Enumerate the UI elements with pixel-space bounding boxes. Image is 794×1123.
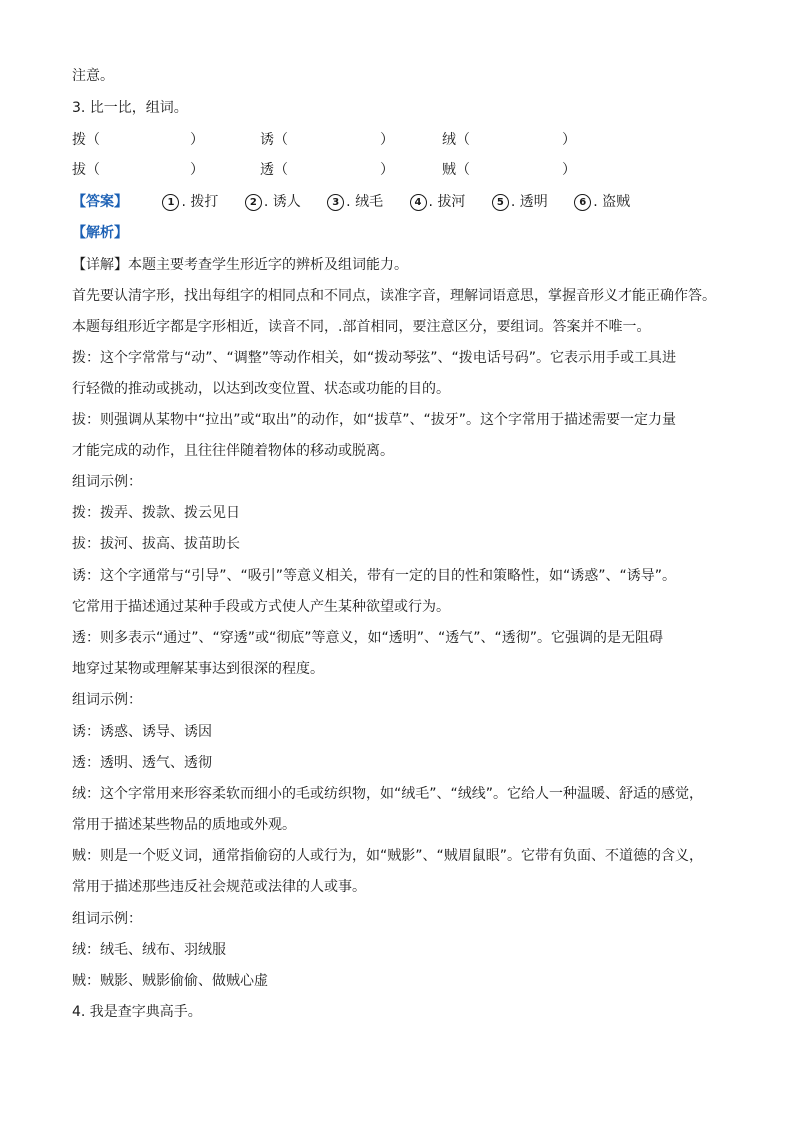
answer-item: 1 . 拨打 bbox=[162, 192, 218, 212]
detail-text: 本题主要考查学生形近字的辨析及组词能力。 bbox=[128, 257, 408, 273]
text-line: 常用于描述某些物品的质地或外观。 bbox=[72, 817, 296, 833]
compare-char: 拔（ bbox=[72, 162, 100, 178]
circled-number: 2 bbox=[245, 194, 262, 211]
compare-char: 绒（ bbox=[442, 132, 470, 148]
circled-number: 3 bbox=[327, 194, 344, 211]
compare-close: ） bbox=[380, 132, 394, 148]
circled-number: 6 bbox=[574, 194, 591, 211]
compare-close: ） bbox=[380, 162, 394, 178]
answer-item: 6 . 盗贼 bbox=[574, 192, 630, 212]
text-line: 它常用于描述通过某种手段或方式使人产生某种欲望或行为。 bbox=[72, 599, 450, 615]
compare-char: 拨（ bbox=[72, 132, 100, 148]
text-line: 诱：诱惑、诱导、诱因 bbox=[72, 724, 212, 740]
text-line: 绒：绒毛、绒布、羽绒服 bbox=[72, 942, 226, 958]
text-line: 首先要认清字形，找出每组字的相同点和不同点，读准字音，理解词语意思，掌握音形义才能正确作答。 bbox=[72, 288, 716, 304]
text-line: 透：透明、透气、透彻 bbox=[72, 755, 212, 771]
compare-close: ） bbox=[190, 132, 204, 148]
text-line: 本题每组形近字都是字形相近，读音不同，.部首相同，要注意区分，要组词。答案并不唯一。 bbox=[72, 319, 651, 335]
text-line: 拨：拨弄、拨款、拨云见日 bbox=[72, 505, 240, 521]
answer-item: 3 . 绒毛 bbox=[327, 192, 383, 212]
text-line: 组词示例： bbox=[72, 474, 142, 490]
analysis-tag: 【解析】 bbox=[72, 225, 128, 241]
compare-char: 诱（ bbox=[260, 132, 288, 148]
text-line: 才能完成的动作，且往往伴随着物体的移动或脱离。 bbox=[72, 443, 394, 459]
answer-word: 绒毛 bbox=[355, 194, 384, 210]
text-line: 常用于描述那些违反社会规范或法律的人或事。 bbox=[72, 879, 366, 895]
answer-word: 诱人 bbox=[272, 194, 301, 210]
compare-close: ） bbox=[562, 132, 576, 148]
text-line: 拔：拔河、拔高、拔苗助长 bbox=[72, 536, 240, 552]
text-line: 组词示例： bbox=[72, 911, 142, 927]
text-line: 绒：这个字常用来形容柔软而细小的毛或纺织物，如“绒毛”、“绒线”。它给人一种温暖、舒适的感觉， bbox=[72, 786, 704, 802]
circled-number: 4 bbox=[410, 194, 427, 211]
answer-item: 2 . 诱人 bbox=[245, 192, 301, 212]
text-line: 诱：这个字通常与“引导”、“吸引”等意义相关，带有一定的目的性和策略性，如“诱惑”、“诱导”。 bbox=[72, 568, 677, 584]
answer-word: 拔河 bbox=[437, 194, 466, 210]
text-line: 贼：贼影、贼影偷偷、做贼心虚 bbox=[72, 973, 268, 989]
text-line: 拨：这个字常常与“动”、“调整”等动作相关，如“拨动琴弦”、“拨电话号码”。它表示用手或工具进 bbox=[72, 350, 677, 366]
text-line: 注意。 bbox=[72, 68, 114, 84]
text-line: 拔：则强调从某物中“拉出”或“取出”的动作，如“拔草”、“拔牙”。这个字常用于描述需要一定力量 bbox=[72, 412, 677, 428]
compare-char: 贼（ bbox=[442, 162, 470, 178]
text-line: 组词示例： bbox=[72, 692, 142, 708]
answer-line bbox=[72, 192, 722, 212]
compare-close: ） bbox=[190, 162, 204, 178]
text-line: 行轻微的推动或挑动，以达到改变位置、状态或功能的目的。 bbox=[72, 381, 450, 397]
circled-number: 5 bbox=[492, 194, 509, 211]
answer-word: 透明 bbox=[519, 194, 548, 210]
answer-tag: 【答案】 bbox=[72, 194, 128, 210]
question-3-title: 3. 比一比，组词。 bbox=[72, 100, 188, 116]
detail-line bbox=[72, 255, 722, 275]
analysis-heading bbox=[72, 223, 722, 243]
compare-close: ） bbox=[562, 162, 576, 178]
question-4-title: 4. 我是查字典高手。 bbox=[72, 1004, 202, 1020]
text-line: 地穿过某物或理解某事达到很深的程度。 bbox=[72, 661, 324, 677]
compare-char: 透（ bbox=[260, 162, 288, 178]
circled-number: 1 bbox=[162, 194, 179, 211]
text-line: 贼：则是一个贬义词，通常指偷窃的人或行为，如“贼影”、“贼眉鼠眼”。它带有负面、不道德的含义， bbox=[72, 848, 704, 864]
detail-tag: 【详解】 bbox=[72, 257, 128, 273]
answer-word: 盗贼 bbox=[602, 194, 631, 210]
answer-item: 4 . 拔河 bbox=[410, 192, 466, 212]
text-line: 透：则多表示“通过”、“穿透”或“彻底”等意义，如“透明”、“透气”、“透彻”。它强调的是无阻碍 bbox=[72, 630, 664, 646]
answer-word: 拨打 bbox=[190, 194, 219, 210]
answer-item: 5 . 透明 bbox=[492, 192, 548, 212]
